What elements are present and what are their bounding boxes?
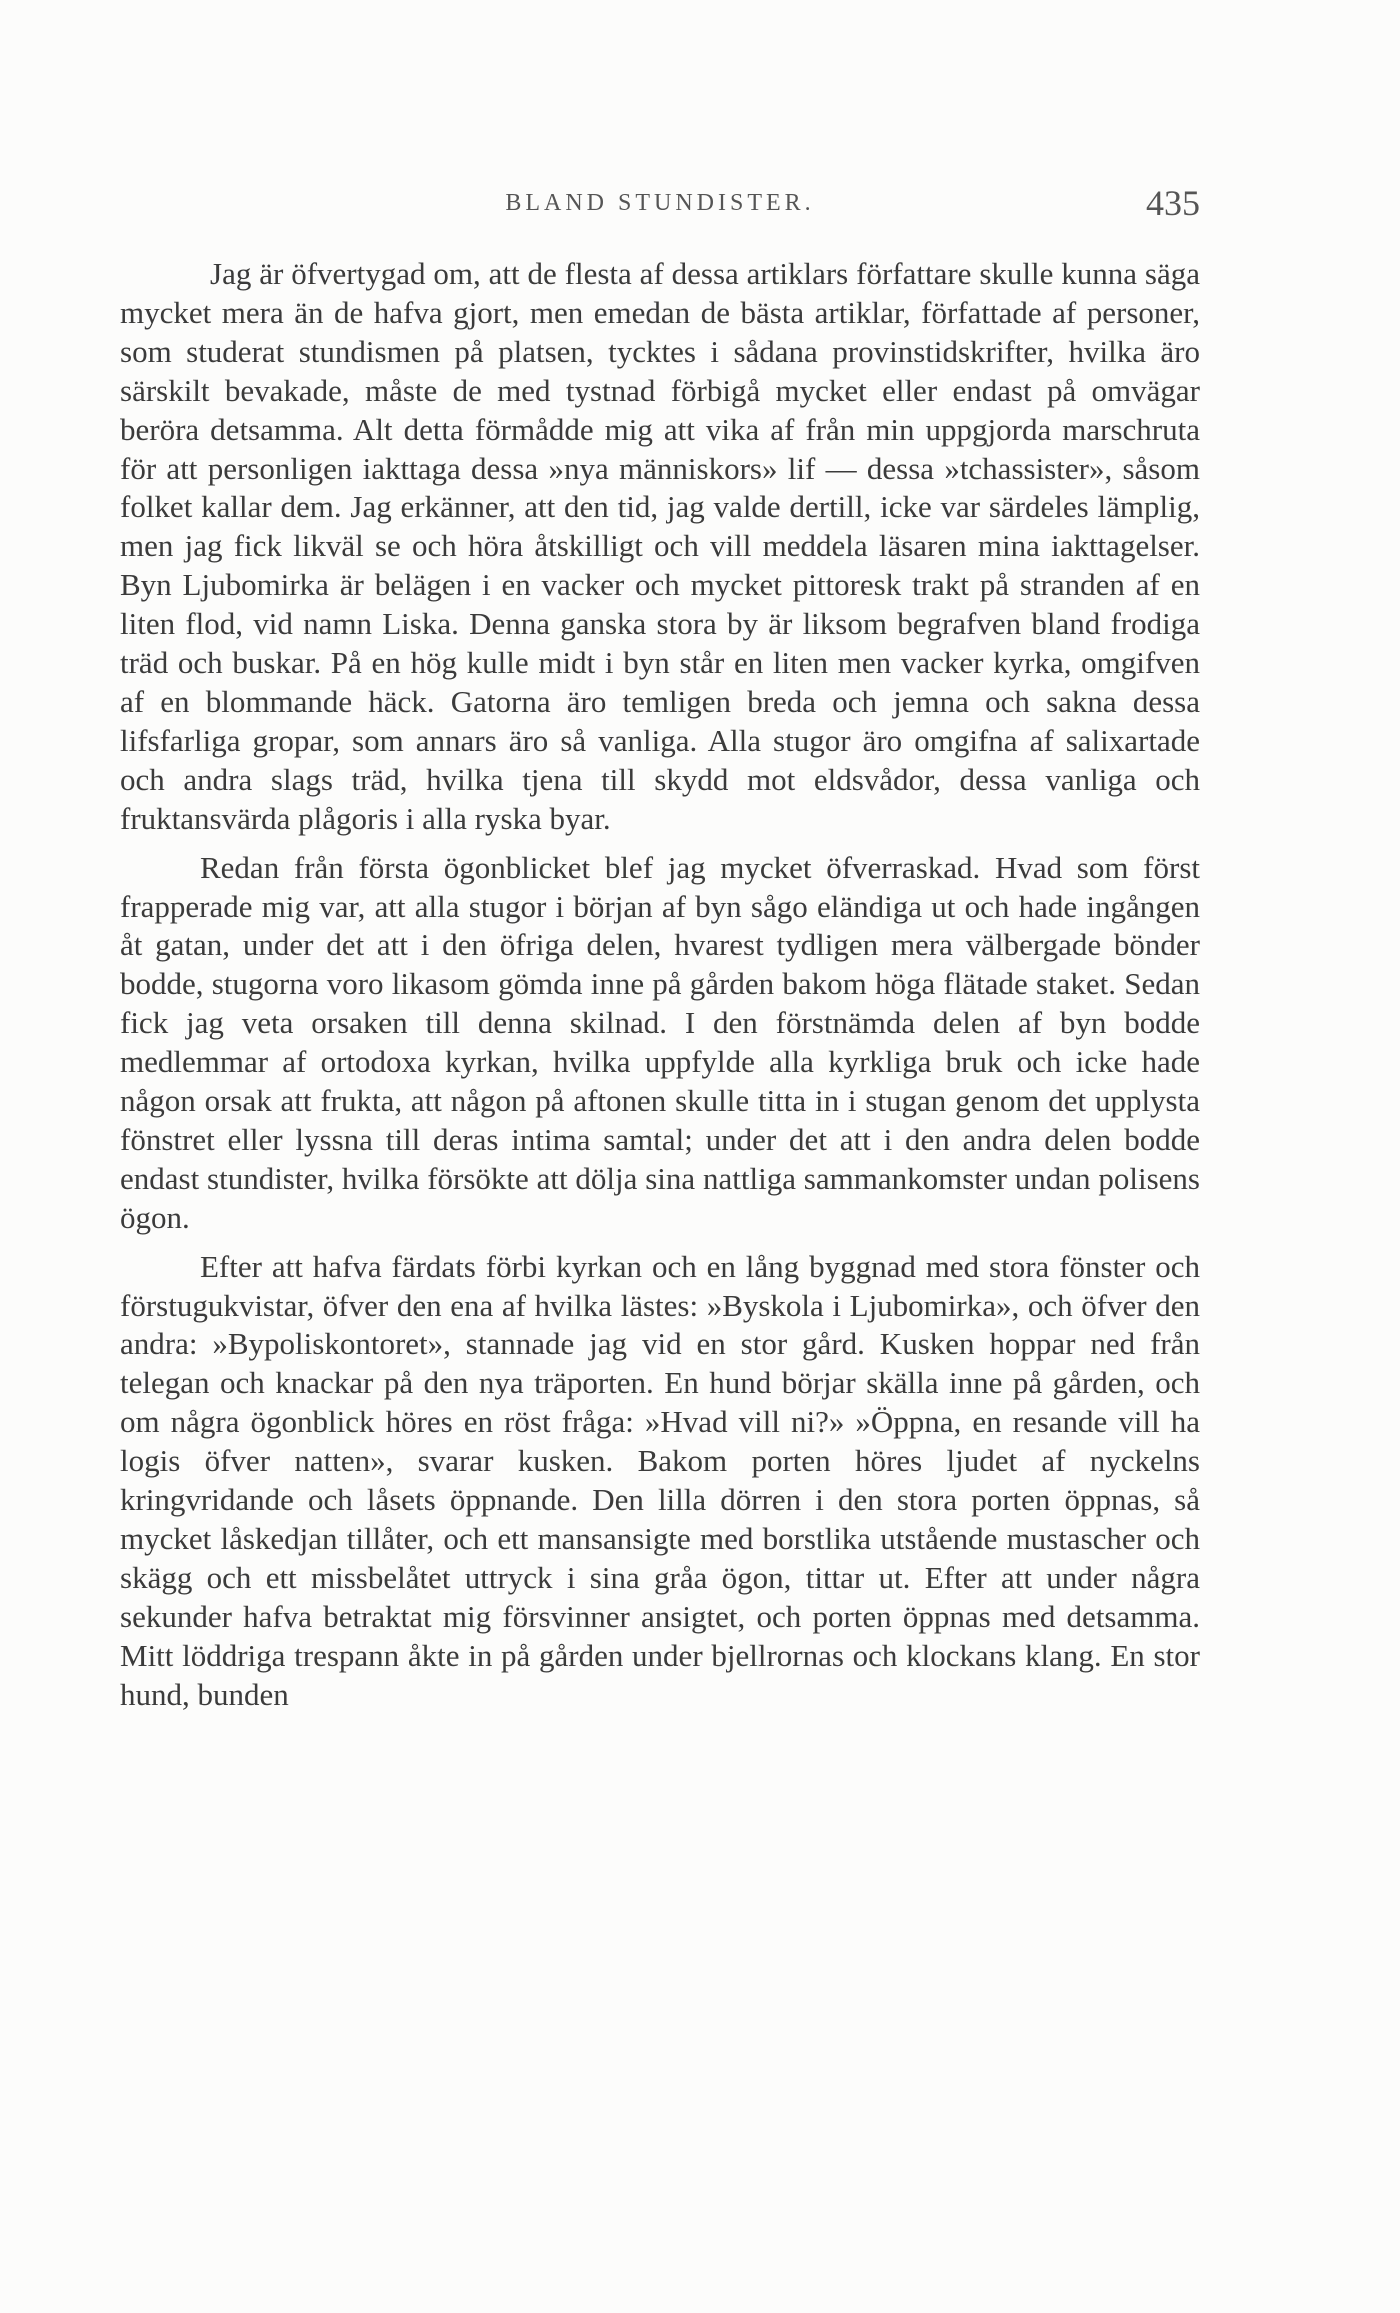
paragraph: Efter att hafva färdats förbi kyrkan och en lång byggnad med stora fönster och förstugukvistar, öfver den ena af hvilka lästes: »Byskola i Ljubomirka», och öfver den andra: »Bypoliskontoret», stannade jag vid en stor gård. Kusken hoppar ned från telegan och knackar på den nya träporten. En hund börjar skälla inne på gården, och om några ögonblick höres en röst fråga: »Hvad vill ni?» »Öppna, en resande vill ha logis öfver natten», svarar kusken. Bakom porten höres ljudet af nyckelns kringvridande och låsets öppnande. Den lilla dörren i den stora porten öppnas, så mycket låskedjan tillåter, och ett mansansigte med borstlika utstående mustascher och skägg och ett missbelåtet uttryck i sina gråa ögon, tittar ut. Efter att under några sekunder hafva betraktat mig försvinner ansigtet, och porten öppnas med detsamma. Mitt löddriga trespann åkte in på gården under bjellrornas och klockans klang. En stor hund, bunden (120, 1248, 1200, 1712)
running-title: BLAND STUNDISTER. (505, 190, 815, 216)
paragraph: Jag är öfvertygad om, att de flesta af dessa artiklars författare skulle kunna säga mycket mera än de hafva gjort, men emedan de bästa artiklar, författade af personer, som studerat stundismen på platsen, tycktes i sådana provinstidskrifter, hvilka äro särskilt bevakade, måste de med tystnad förbigå mycket eller endast på omvägar beröra detsamma. Alt detta förmådde mig att vika af från min uppgjorda marschruta för att personligen iakttaga dessa »nya människors» lif — dessa »tchassister», såsom folket kallar dem. Jag erkänner, att den tid, jag valde dertill, icke var särdeles lämplig, men jag fick likväl se och höra åtskilligt och vill meddela läsaren mina iakttagelser. Byn Ljubomirka är belägen i en vacker och mycket pittoresk trakt på stranden af en liten flod, vid namn Liska. Denna ganska stora by är liksom begrafven bland frodiga träd och buskar. På en hög kulle midt i byn står en liten men vacker kyrka, omgifven af en blommande häck. Gatorna äro temligen breda och jemna och sakna dessa lifsfarliga gropar, som annars äro så vanliga. Alla stugor äro omgifna af salixartade och andra slags träd, hvilka tjena till skydd mot eldsvådor, dessa vanliga och fruktansvärda plågoris i alla ryska byar. (120, 256, 1200, 836)
page-number: 435 (1146, 183, 1200, 223)
page-header (120, 183, 1200, 230)
body-text (120, 255, 1200, 1725)
paragraph: Redan från första ögonblicket blef jag mycket öfverraskad. Hvad som först frapperade mig var, att alla stugor i början af byn sågo eländiga ut och hade ingången åt gatan, under det att i den öfriga delen, hvarest tydligen mera välbergade bönder bodde, stugorna voro likasom gömda inne på gården bakom höga flätade staket. Sedan fick jag veta orsaken till denna skilnad. I den förstnämda delen af byn bodde medlemmar af ortodoxa kyrkan, hvilka uppfylde alla kyrkliga bruk och icke hade någon orsak att frukta, att någon på aftonen skulle titta in i stugan genom det upplysta fönstret eller lyssna till deras intima samtal; under det att i den andra delen bodde endast stundister, hvilka försökte att dölja sina nattliga sammankomster undan polisens ögon. (120, 849, 1200, 1235)
